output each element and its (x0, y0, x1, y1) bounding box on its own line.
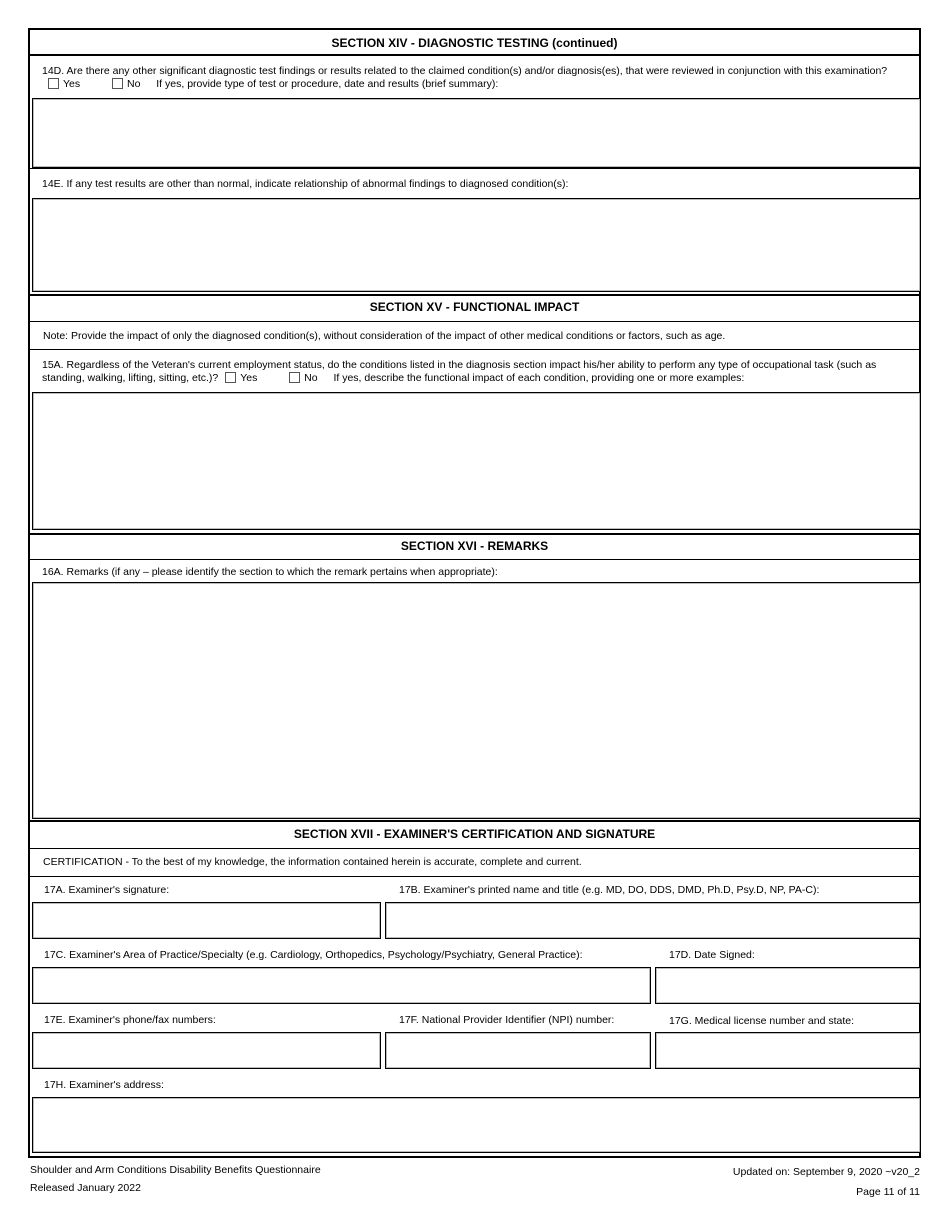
question-14e: 14E. If any test results are other than normal, indicate relationship of abnormal findings to diagnosed condition(s): (42, 178, 569, 190)
input-17c-specialty[interactable] (32, 967, 651, 1004)
divider (30, 294, 919, 296)
input-17b-name-title[interactable] (385, 902, 921, 939)
question-14d-options (44, 77, 498, 91)
checkbox-15a-no[interactable] (289, 372, 300, 383)
label-17e: 17E. Examiner's phone/fax numbers: (44, 1014, 216, 1026)
label-17c: 17C. Examiner's Area of Practice/Specialty (e.g. Cardiology, Orthopedics, Psychology/Psychiatry, General Practice): (44, 949, 583, 961)
question-15a-line2 (42, 371, 922, 385)
section-xiv-header: SECTION XIV - DIAGNOSTIC TESTING (continued) (331, 36, 618, 50)
textarea-15a[interactable] (32, 392, 921, 530)
form-page (28, 28, 921, 1158)
divider (30, 321, 919, 322)
question-15a-text: standing, walking, lifting, sitting, etc.)? (42, 372, 219, 384)
divider (30, 168, 919, 169)
label-17a: 17A. Examiner's signature: (44, 884, 170, 896)
divider (30, 848, 919, 849)
checkbox-14d-no[interactable] (112, 78, 123, 89)
divider (30, 54, 919, 56)
label-14d-no: No (126, 78, 141, 90)
question-15a-line1: 15A. Regardless of the Veteran's current employment status, do the conditions listed in the diagnosis section impact his/her ability to perform any type of occupational task (such as (42, 359, 877, 371)
textarea-16a[interactable] (32, 582, 921, 819)
checkbox-14d-yes[interactable] (48, 78, 59, 89)
label-17g: 17G. Medical license number and state: (669, 1015, 855, 1027)
input-17g-license[interactable] (655, 1032, 921, 1069)
question-16a: 16A. Remarks (if any – please identify the section to which the remark pertains when appropriate): (42, 566, 498, 578)
question-14d-followup: If yes, provide type of test or procedure, date and results (brief summary): (156, 78, 499, 90)
label-15a-yes: Yes (240, 372, 258, 384)
divider (30, 559, 919, 560)
footer-page-number: Page 11 of 11 (856, 1186, 920, 1198)
textarea-14e[interactable] (32, 198, 921, 292)
input-17h-address[interactable] (32, 1097, 921, 1153)
input-17f-npi[interactable] (385, 1032, 651, 1069)
label-17b: 17B. Examiner's printed name and title (e.g. MD, DO, DDS, DMD, Ph.D, Psy.D, NP, PA-C): (399, 884, 820, 896)
label-17d: 17D. Date Signed: (669, 949, 755, 961)
label-15a-no: No (304, 372, 318, 384)
section-xv-header: SECTION XV - FUNCTIONAL IMPACT (369, 300, 580, 314)
checkbox-15a-yes[interactable] (225, 372, 236, 383)
footer-updated: Updated on: September 9, 2020 ~v20_2 (732, 1166, 920, 1178)
section-xvi-header: SECTION XVI - REMARKS (400, 539, 549, 553)
footer-released: Released January 2022 (30, 1182, 141, 1194)
label-14d-yes: Yes (63, 78, 81, 90)
divider (30, 349, 919, 350)
label-17f: 17F. National Provider Identifier (NPI) number: (399, 1014, 615, 1026)
section-xvii-header: SECTION XVII - EXAMINER'S CERTIFICATION AND SIGNATURE (293, 827, 656, 841)
footer-form-name: Shoulder and Arm Conditions Disability Benefits Questionnaire (30, 1164, 321, 1176)
textarea-14d[interactable] (32, 98, 921, 168)
question-15a-followup: If yes, describe the functional impact of each condition, providing one or more examples: (333, 372, 745, 384)
functional-impact-note: Note: Provide the impact of only the diagnosed condition(s), without consideration of the impact of other medical conditions or factors, such as age. (43, 330, 726, 342)
input-17d-date[interactable] (655, 967, 921, 1004)
question-14d: 14D. Are there any other significant diagnostic test findings or results related to the claimed condition(s) and/or diagnosis(es), that were reviewed in conjunction with this examination? (42, 65, 888, 77)
divider (30, 820, 919, 822)
label-17h: 17H. Examiner's address: (44, 1079, 164, 1091)
input-17a-signature[interactable] (32, 902, 381, 939)
divider (30, 533, 919, 535)
divider (30, 876, 919, 877)
certification-statement: CERTIFICATION - To the best of my knowledge, the information contained herein is accurate, complete and current. (43, 856, 582, 868)
input-17e-phone-fax[interactable] (32, 1032, 381, 1069)
